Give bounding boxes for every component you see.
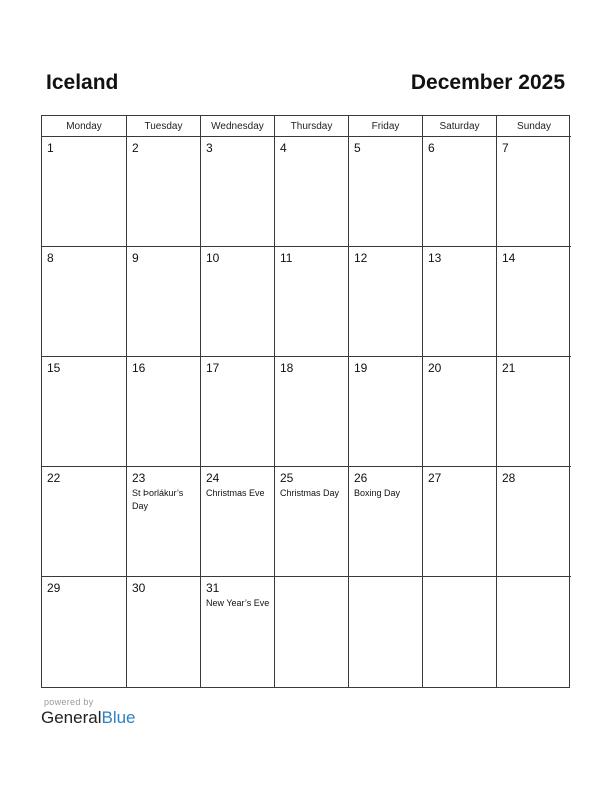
day-number: 31 <box>206 581 220 595</box>
day-number: 22 <box>47 471 61 485</box>
day-cell <box>497 247 571 357</box>
day-cell <box>275 247 349 357</box>
day-cell <box>497 577 571 687</box>
day-cell <box>127 577 201 687</box>
day-cell <box>423 577 497 687</box>
day-number: 23 <box>132 471 146 485</box>
holiday-label: Boxing Day <box>354 488 401 498</box>
month-year-title: December 2025 <box>410 71 565 94</box>
brand-general: General <box>41 708 102 727</box>
day-cell <box>275 137 349 247</box>
powered-by-text: powered by <box>44 697 94 707</box>
day-cell <box>423 247 497 357</box>
day-cell <box>42 247 127 357</box>
day-cell <box>201 247 275 357</box>
day-cell <box>42 137 127 247</box>
day-number: 18 <box>280 361 294 375</box>
day-cell <box>127 137 201 247</box>
day-number: 14 <box>502 251 516 265</box>
day-number: 28 <box>502 471 516 485</box>
day-number: 29 <box>47 581 61 595</box>
weekday-tuesday: Tuesday <box>127 116 201 137</box>
day-cell <box>349 357 423 467</box>
weekday-saturday: Saturday <box>423 116 497 137</box>
day-number: 27 <box>428 471 442 485</box>
day-cell <box>349 467 423 577</box>
day-cell <box>201 357 275 467</box>
day-number: 10 <box>206 251 220 265</box>
weekday-thursday: Thursday <box>275 116 349 137</box>
day-number: 30 <box>132 581 146 595</box>
day-number: 21 <box>502 361 516 375</box>
brand-blue: Blue <box>101 708 136 727</box>
day-cell <box>349 137 423 247</box>
day-number: 2 <box>132 141 139 155</box>
day-cell <box>127 357 201 467</box>
day-cell <box>201 467 275 577</box>
holiday-label: St Þorlákur’s Day <box>132 488 184 511</box>
country-title: Iceland <box>46 71 119 94</box>
day-cell <box>497 357 571 467</box>
generalblue-logo[interactable] <box>41 708 136 728</box>
day-cell <box>497 137 571 247</box>
day-cell <box>127 247 201 357</box>
day-number: 16 <box>132 361 146 375</box>
day-number: 6 <box>428 141 435 155</box>
weekday-monday: Monday <box>42 116 127 137</box>
day-number: 19 <box>354 361 368 375</box>
day-cell <box>423 137 497 247</box>
weekday-friday: Friday <box>349 116 423 137</box>
holiday-label: Christmas Day <box>280 488 340 498</box>
day-number: 17 <box>206 361 220 375</box>
day-number: 24 <box>206 471 220 485</box>
calendar-grid <box>41 115 570 688</box>
day-number: 25 <box>280 471 294 485</box>
holiday-label: New Year’s Eve <box>206 598 270 608</box>
day-number: 15 <box>47 361 61 375</box>
day-number: 26 <box>354 471 368 485</box>
day-number: 8 <box>47 251 54 265</box>
day-cell <box>275 357 349 467</box>
day-cell <box>275 577 349 687</box>
day-number: 13 <box>428 251 442 265</box>
day-number: 3 <box>206 141 213 155</box>
day-number: 20 <box>428 361 442 375</box>
day-cell <box>127 467 201 577</box>
day-cell <box>349 577 423 687</box>
weekday-sunday: Sunday <box>497 116 571 137</box>
day-cell <box>349 247 423 357</box>
day-number: 9 <box>132 251 139 265</box>
day-cell <box>42 577 127 687</box>
day-cell <box>201 577 275 687</box>
day-cell <box>201 137 275 247</box>
day-cell <box>497 467 571 577</box>
holiday-label: Christmas Eve <box>206 488 265 498</box>
day-number: 4 <box>280 141 287 155</box>
day-cell <box>42 357 127 467</box>
day-number: 11 <box>280 251 293 265</box>
day-cell <box>423 467 497 577</box>
day-cell <box>275 467 349 577</box>
day-number: 5 <box>354 141 361 155</box>
day-cell <box>42 467 127 577</box>
day-number: 12 <box>354 251 368 265</box>
weekday-wednesday: Wednesday <box>201 116 275 137</box>
day-number: 7 <box>502 141 509 155</box>
day-cell <box>423 357 497 467</box>
day-number: 1 <box>47 141 54 155</box>
